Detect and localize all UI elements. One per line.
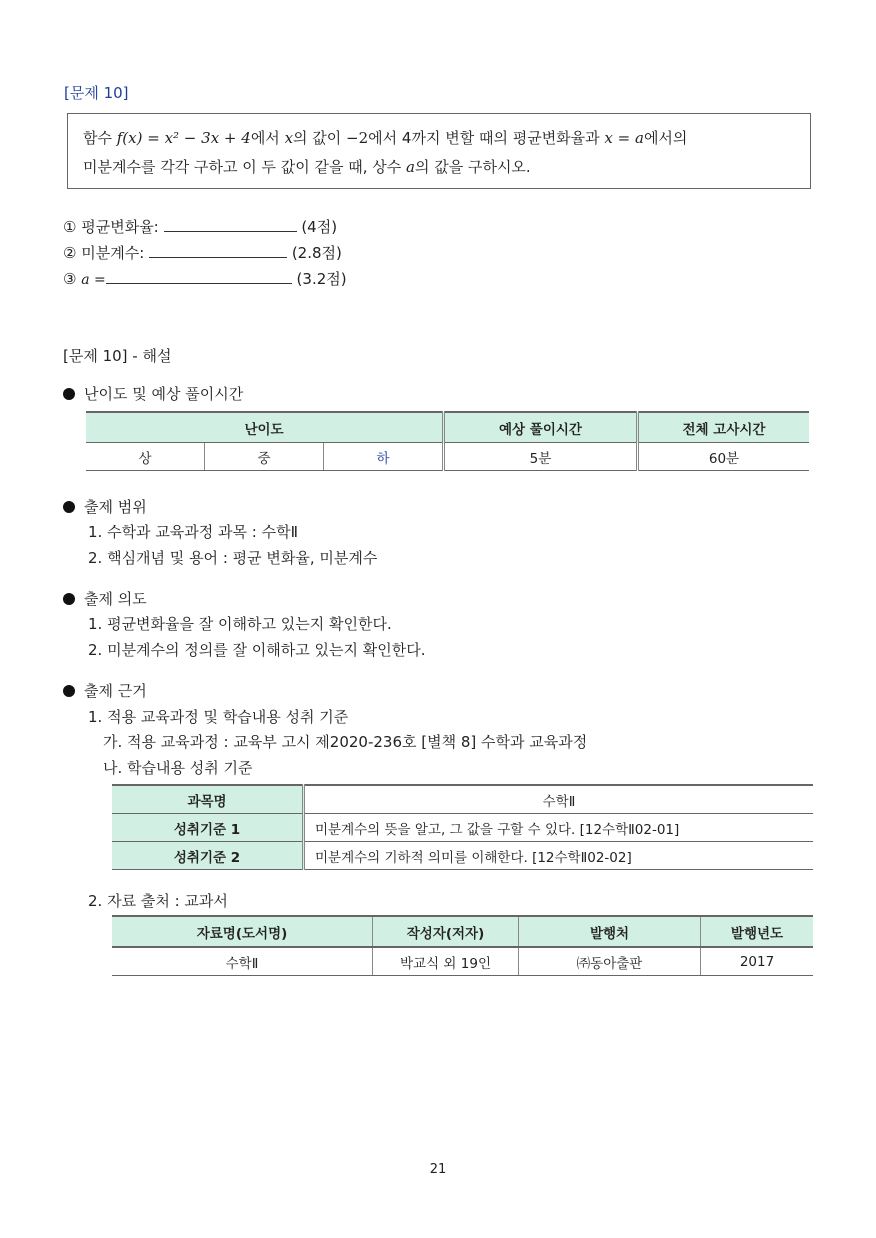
- answer-blank[interactable]: [164, 219, 297, 232]
- table-cell: 수학Ⅱ: [112, 947, 373, 976]
- problem-text: 의 값이: [293, 129, 347, 147]
- answer-points: (3.2점): [296, 270, 347, 288]
- section-intent: [63, 588, 147, 609]
- difficulty-level-selected: 하: [324, 443, 444, 471]
- list-item: 2. 미분계수의 정의를 잘 이해하고 있는지 확인한다.: [88, 641, 426, 659]
- table-header: 자료명(도서명): [112, 916, 373, 947]
- answer-points: (4점): [301, 218, 338, 236]
- answer-3: [63, 268, 347, 289]
- function-expression: f(x) = x² − 3x + 4: [116, 129, 251, 147]
- answer-blank[interactable]: [149, 245, 287, 258]
- problem-text: 의 값을 구하시오.: [414, 158, 531, 176]
- section-heading: 출제 범위: [84, 498, 147, 516]
- section-heading: 출제 근거: [84, 682, 147, 700]
- page-number: 21: [429, 1162, 447, 1177]
- variable-a: a: [406, 158, 415, 176]
- problem-text: 함수: [83, 129, 117, 147]
- bullet-icon: [63, 388, 75, 400]
- problem-text: 에서: [250, 129, 285, 147]
- problem-text: 에서 4까지 변할 때의 평균변화율과: [368, 129, 605, 147]
- answer-points: (2.8점): [291, 244, 342, 262]
- list-item: 1. 적용 교육과정 및 학습내용 성취 기준: [88, 708, 349, 726]
- section-heading: 출제 의도: [84, 590, 147, 608]
- answer-blank[interactable]: [106, 271, 292, 284]
- solution-title: [문제 10] - 해설: [63, 347, 172, 365]
- standards-value: 미분계수의 기하적 의미를 이해한다. [12수학Ⅱ02-02]: [304, 842, 814, 870]
- table-header: 예상 풀이시간: [444, 412, 638, 443]
- bullet-icon: [63, 685, 75, 697]
- sub-list-item: 나. 학습내용 성취 기준: [103, 759, 253, 777]
- list-item: 2. 핵심개념 및 용어 : 평균 변화율, 미분계수: [88, 549, 378, 567]
- standards-label: 성취기준 1: [112, 814, 304, 842]
- table-cell: 2017: [701, 947, 814, 976]
- answer-1: [63, 216, 337, 237]
- equation-x-a: x = a: [604, 129, 644, 147]
- problem-line-2: [83, 156, 531, 177]
- standards-label: 과목명: [112, 785, 304, 814]
- start-value: −2: [346, 129, 369, 147]
- list-item: 1. 평균변화율을 잘 이해하고 있는지 확인한다.: [88, 615, 392, 633]
- standards-label: 성취기준 2: [112, 842, 304, 870]
- section-scope: [63, 496, 147, 517]
- standards-value: 수학Ⅱ: [304, 785, 814, 814]
- answer-label: 미분계수:: [81, 244, 145, 262]
- table-header: 전체 고사시간: [638, 412, 810, 443]
- problem-box: [67, 113, 811, 189]
- sub-list-item: 가. 적용 교육과정 : 교육부 고시 제2020-236호 [별책 8] 수학과 교육과정: [103, 733, 588, 751]
- answer-marker: ③: [63, 270, 77, 288]
- table-cell: 박교식 외 19인: [373, 947, 519, 976]
- problem-text: 에서의: [643, 129, 688, 147]
- section-basis: [63, 680, 147, 701]
- table-header: 작성자(저자): [373, 916, 519, 947]
- total-time: 60분: [638, 443, 810, 471]
- difficulty-level: 중: [205, 443, 324, 471]
- list-item: 2. 자료 출처 : 교과서: [88, 892, 228, 910]
- section-heading: 난이도 및 예상 풀이시간: [84, 385, 244, 403]
- bullet-icon: [63, 593, 75, 605]
- standards-value: 미분계수의 뜻을 알고, 그 값을 구할 수 있다. [12수학Ⅱ02-01]: [304, 814, 814, 842]
- answer-marker: ②: [63, 244, 77, 262]
- table-header: 발행년도: [701, 916, 814, 947]
- problem-line-1: [83, 127, 687, 148]
- answer-marker: ①: [63, 218, 77, 236]
- bullet-icon: [63, 501, 75, 513]
- standards-table: [112, 784, 813, 870]
- list-item: 1. 수학과 교육과정 과목 : 수학Ⅱ: [88, 523, 298, 541]
- table-header: 난이도: [86, 412, 444, 443]
- expected-time: 5분: [444, 443, 638, 471]
- difficulty-table: [86, 411, 809, 471]
- source-table: [112, 915, 813, 976]
- difficulty-level: 상: [86, 443, 205, 471]
- problem-title: [문제 10]: [64, 84, 129, 102]
- section-difficulty: [63, 383, 243, 404]
- table-header: 발행처: [519, 916, 701, 947]
- answer-label: a =: [81, 272, 106, 288]
- problem-text: 미분계수를 각각 구하고 이 두 값이 같을 때, 상수: [83, 158, 406, 176]
- answer-label: 평균변화율:: [81, 218, 159, 236]
- table-cell: ㈜동아출판: [519, 947, 701, 976]
- answer-2: [63, 242, 342, 263]
- variable-x: x: [284, 129, 294, 147]
